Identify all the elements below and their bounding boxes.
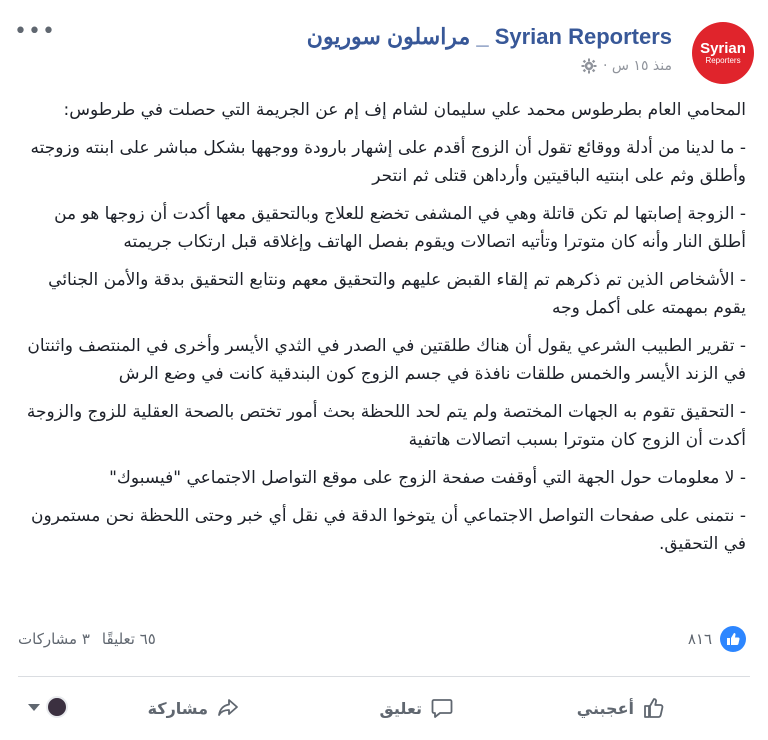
likes-summary[interactable] <box>688 626 746 652</box>
like-reaction-icon <box>720 626 746 652</box>
post-text <box>20 96 746 568</box>
divider <box>18 676 750 677</box>
post-paragraph: - الزوجة إصابتها لم تكن قاتلة وهي في المشفى تخضع للعلاج وبالتحقيق معها أكدت أن زوجها هو من أطلق النار وأنه كان متوترا وتأتيه اتصالات ويقوم بفصل الهاتف وإغلاقه قبل ارتكاب جريمته <box>54 204 746 252</box>
page-avatar[interactable] <box>692 22 754 84</box>
share-label: مشاركة <box>147 698 208 718</box>
shares-count[interactable]: ٣ مشاركات <box>18 630 90 648</box>
post-paragraph: - التحقيق تقوم به الجهات المختصة ولم يتم لحد اللحظة بحث أمور تختص بالصحة العقلية للزوج والزوجة أكدت أن الزوج كان متوترا بسبب اتصالات هاتفية <box>26 402 746 450</box>
post-header <box>14 14 754 84</box>
action-bar <box>18 686 750 730</box>
comment-label: تعليق <box>379 698 422 718</box>
avatar <box>46 696 68 718</box>
post-paragraph: - تقرير الطبيب الشرعي يقول أن هناك طلقتين في الصدر في الثدي الأيسر وأخرى في المنتصف واثنتان في الزند الأيسر والخمس طلقات نافذة في جسم الزوج كون البندقية كانت في وضع الرش <box>27 336 746 384</box>
post-paragraph: - نتمنى على صفحات التواصل الاجتماعي أن يتوخوا الدقة في نقل أي خبر وحتى اللحظة نحن مستمرون في التحقيق. <box>31 506 746 554</box>
engagement-counts <box>18 630 156 648</box>
thumbs-up-icon <box>642 696 666 720</box>
post-time[interactable]: منذ ١٥ س · <box>602 58 672 74</box>
share-arrow-icon <box>216 696 240 720</box>
avatar-logo-subtext: Reporters <box>705 56 741 65</box>
gear-icon <box>581 58 597 74</box>
page-name-link[interactable]: Syrian Reporters _ مراسلون سوريون <box>306 24 672 49</box>
reaction-as-selector[interactable] <box>28 696 68 718</box>
comment-bubble-icon <box>430 696 454 720</box>
post-paragraph: - ما لدينا من أدلة ووقائع تقول أن الزوج أقدم على إشهار بارودة ووجهها بشكل مباشر على ابنته وزوجته وأطلق وثم على ابنتيه الباقيتين وأرداهن قتلى ثم انتحر <box>30 138 746 186</box>
share-button[interactable] <box>148 690 240 726</box>
chevron-down-icon <box>28 704 40 711</box>
comment-button[interactable] <box>379 690 454 726</box>
like-label: أعجبني <box>576 698 634 718</box>
more-options-icon[interactable]: ••• <box>14 19 56 44</box>
like-button[interactable] <box>577 690 666 726</box>
comments-count[interactable]: ٦٥ تعليقًا <box>101 630 156 648</box>
avatar-logo-text: Syrian <box>700 40 746 57</box>
reaction-stats <box>18 624 746 658</box>
likes-count: ٨١٦ <box>687 630 712 648</box>
post-paragraph: - لا معلومات حول الجهة التي أوقفت صفحة الزوج على موقع التواصل الاجتماعي "فيسبوك" <box>109 468 746 488</box>
post-paragraph: - الأشخاص الذين تم ذكرهم تم إلقاء القبض عليهم والتحقيق معهم ونتابع التحقيق بدقة والأمن الجنائي يقوم بمهمته على أكمل وجه <box>48 270 746 318</box>
post-paragraph: المحامي العام بطرطوس محمد علي سليمان لشام إف إم عن الجريمة التي حصلت في طرطوس: <box>63 100 746 120</box>
post-meta <box>581 58 672 74</box>
